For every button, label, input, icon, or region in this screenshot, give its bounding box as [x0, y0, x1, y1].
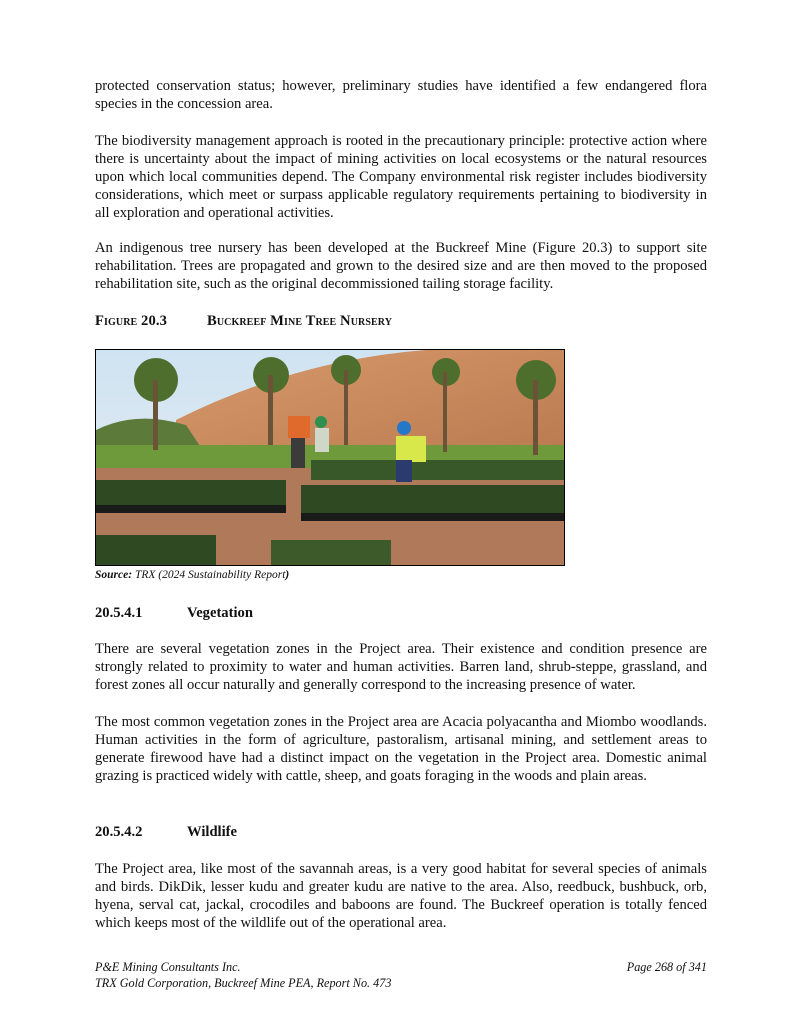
heading-wildlife — [95, 824, 237, 841]
figure-number: Figure 20.3 — [95, 313, 167, 329]
source-label: Source: — [95, 569, 133, 581]
heading-vegetation-title: Vegetation — [187, 605, 253, 621]
footer-company: P&E Mining Consultants Inc. — [95, 960, 241, 974]
footer-page-number: Page 268 of 341 — [626, 960, 707, 974]
paragraph-wildlife: The Project area, like most of the savannah areas, is a very good habitat for several species of animals and birds. DikDik, lesser kudu and greater kudu are native to the area. Also, reedbuck, bushbuck, orb, hyena, serval cat, jackal, crocodiles and baboons are found. The Buckreef operation is totally fenced which keeps most of the wildlife out of the operational area. — [95, 861, 707, 931]
paragraph-conservation-status: protected conservation status; however, preliminary studies have identified a few endangered flora species in the concession area. — [95, 78, 707, 112]
page-footer — [95, 959, 707, 991]
nursery-photo-illustration — [96, 350, 565, 566]
tree-nursery-photo — [95, 349, 565, 566]
heading-vegetation — [95, 605, 253, 622]
source-close: ) — [285, 569, 290, 581]
source-text: TRX (2024 Sustainability Report — [134, 569, 286, 581]
figure-source — [95, 569, 289, 581]
footer-report: TRX Gold Corporation, Buckreef Mine PEA, Report No. 473 — [95, 976, 392, 990]
paragraph-tree-nursery: An indigenous tree nursery has been developed at the Buckreef Mine (Figure 20.3) to support site rehabilitation. Trees are propagated and grown to the desired size and are then moved to the proposed rehabilitation site, such as the original decommissioned tailing storage facility. — [95, 240, 707, 292]
paragraph-vegetation-zones: There are several vegetation zones in the Project area. Their existence and condition presence are strongly related to proximity to water and human activities. Barren land, shrub-steppe, grassland, and forest zones all occur naturally and generally correspond to the increasing presence of water. — [95, 641, 707, 693]
figure-title: Buckreef Mine Tree Nursery — [207, 313, 393, 329]
paragraph-biodiversity-approach: The biodiversity management approach is rooted in the precautionary principle: protective action where there is uncertainty about the impact of mining activities on local ecosystems or the natural resources upon which local communities depend. The Company environmental risk register includes biodiversity considerations, which meet or surpass applicable regulatory requirements pertaining to biodiversity in all exploration and operational activities. — [95, 133, 707, 221]
figure-caption — [95, 313, 392, 330]
heading-vegetation-number: 20.5.4.1 — [95, 605, 143, 621]
heading-wildlife-number: 20.5.4.2 — [95, 824, 143, 840]
paragraph-common-vegetation: The most common vegetation zones in the Project area are Acacia polyacantha and Miombo woodlands. Human activities in the form of agriculture, pastoralism, artisanal mining, and settlement areas to generate firewood have had a distinct impact on the vegetation in the Project area. Domestic animal grazing is practiced widely with cattle, sheep, and goats foraging in the woods and plain areas. — [95, 714, 707, 784]
heading-wildlife-title: Wildlife — [187, 824, 238, 840]
